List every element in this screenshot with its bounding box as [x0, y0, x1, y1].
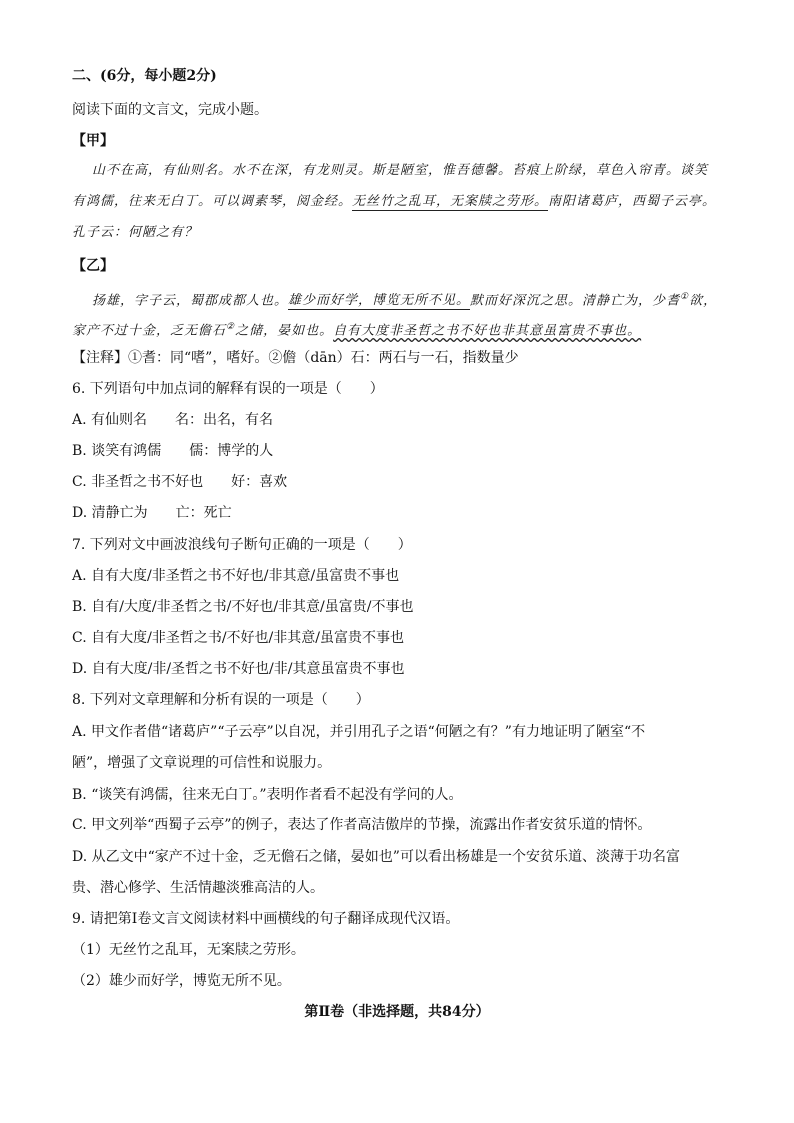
note-marker: ① — [680, 292, 690, 302]
translation-item: （1）无丝竹之乱耳，无案牍之劳形。 — [72, 942, 305, 958]
text-segment: 扬雄，字子云，蜀郡成都人也。 — [92, 293, 289, 309]
passage-jia-line: 孔子云：何陋之有？ — [72, 225, 199, 240]
option: D. 自有大度/非/圣哲之书不好也/非/其意虽富贵不事也 — [72, 661, 405, 677]
translation-item: （2）雄少而好学，博览无所不见。 — [72, 973, 291, 989]
text-segment: 默而好深沉之思。清静亡为，少耆 — [470, 293, 681, 309]
question-stem: 6. 下列语句中加点词的解释有误的一项是（ ） — [72, 381, 384, 397]
option: C. 非圣哲之书不好也 好：喜欢 — [72, 474, 288, 490]
underlined-sentence: 无丝竹之乱耳，无案牍之劳形。 — [352, 194, 549, 209]
option: D. 从乙文中“家产不过十金，乏无儋石之储，晏如也”可以看出杨雄是一个安贫乐道、淡薄于功名富 — [72, 849, 680, 865]
passage-yi-label: 【乙】 — [72, 258, 114, 274]
passage-jia-label: 【甲】 — [72, 133, 114, 149]
option: C. 自有大度/非圣哲之书/不好也/非其意/虽富贵不事也 — [72, 630, 404, 646]
option: A. 有仙则名 名：出名，有名 — [72, 412, 274, 428]
text-segment: 有鸿儒，往来无白丁。可以调素琴，阅金经。 — [72, 194, 353, 209]
option: D. 清静亡为 亡：死亡 — [72, 505, 232, 521]
text-segment: 南阳诸葛庐，西蜀子云亭。 — [548, 194, 717, 209]
option: A. 自有大度/非圣哲之书不好也/非其意/虽富贵不事也 — [72, 568, 400, 584]
underlined-sentence: 雄少而好学，博览无所不见。 — [288, 293, 471, 309]
section-heading: 二、(6分，每小题2分) — [72, 68, 217, 84]
passage-yi-line — [72, 317, 641, 341]
passage-jia-line: 山不在高，有仙则名。水不在深，有龙则灵。斯是陋室，惟吾德馨。苔痕上阶绿，草色入帘青。谈笑 — [92, 163, 709, 178]
option: C. 甲文列举“西蜀子云亭”的例子，表达了作者高洁傲岸的节操，流露出作者安贫乐道的情怀。 — [72, 817, 652, 833]
text-segment: 之储，晏如也。 — [235, 323, 334, 339]
wavy-underlined-sentence: 自有大度非圣哲之书不好也非其意虽富贵不事也。 — [333, 323, 642, 339]
option: B. 自有/大度/非圣哲之书/不好也/非其意/虽富贵/不事也 — [72, 599, 414, 615]
section-instruction: 阅读下面的文言文，完成小题。 — [72, 102, 268, 118]
option: A. 甲文作者借“诸葛庐”“子云亭”以自况，并引用孔子之语“何陋之有？”有力地证明了陋室“不 — [72, 724, 646, 740]
annotation: 【注释】①耆：同“嗜”，嗜好。②儋（dān）石：两石与一石，指数量少 — [72, 350, 519, 366]
note-marker: ② — [226, 322, 236, 332]
part-title: 第Ⅱ卷（非选择题，共84分） — [304, 1004, 490, 1020]
question-stem: 7. 下列对文中画波浪线句子断句正确的一项是（ ） — [72, 537, 412, 553]
option: B. “谈笑有鸿儒，往来无白丁。”表明作者看不起没有学问的人。 — [72, 787, 463, 803]
text-segment: 家产不过十金，乏无儋石 — [72, 323, 227, 339]
question-stem: 8. 下列对文章理解和分析有误的一项是（ ） — [72, 692, 370, 708]
passage-jia-line — [72, 192, 716, 212]
question-stem: 9. 请把第Ⅰ卷文言文阅读材料中画横线的句子翻译成现代汉语。 — [72, 911, 460, 927]
option-continuation: 贵、潜心修学、生活情趣淡雅高洁的人。 — [72, 880, 324, 896]
option-continuation: 陋”，增强了文章说理的可信性和说服力。 — [72, 755, 332, 771]
option: B. 谈笑有鸿儒 儒：博学的人 — [72, 443, 274, 459]
passage-yi-line — [92, 287, 717, 311]
text-segment: 欲， — [689, 293, 718, 309]
